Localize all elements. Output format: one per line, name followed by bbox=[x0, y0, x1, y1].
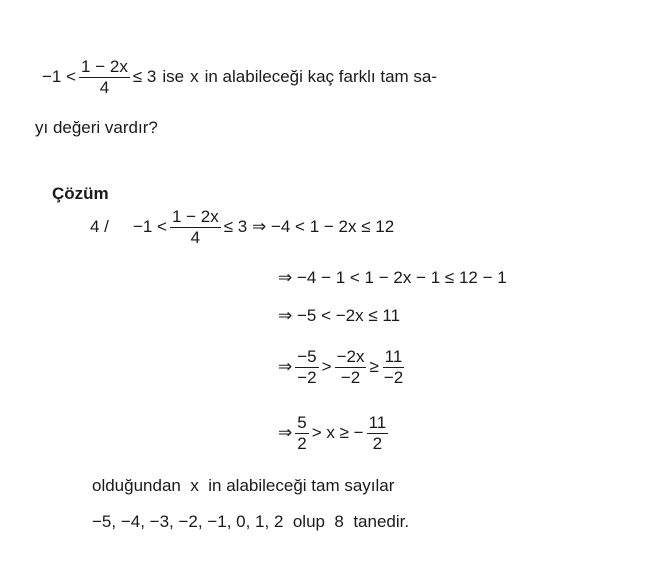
question-lhs: −1 < bbox=[42, 67, 77, 87]
step5-middle: > x ≥ − bbox=[311, 423, 364, 443]
question-line-2 bbox=[35, 118, 158, 138]
step5-fraction-2: $\frac{11}{2}$ bbox=[368, 413, 387, 453]
solution-step-1 bbox=[90, 208, 394, 247]
solution-step-2: ⇒ −4 − 1 < 1 − 2x − 1 ≤ 12 − 1 bbox=[278, 268, 507, 287]
solution-step-4 bbox=[278, 348, 408, 387]
answer-label: 4 / bbox=[90, 217, 109, 237]
question-line-2-text: yı değeri vardır? bbox=[35, 118, 158, 137]
question-text-rest: in alabileceği kaç farklı tam sa- bbox=[204, 67, 438, 87]
question-fraction-denominator: 4 bbox=[99, 77, 110, 97]
step5-arrow: ⇒ bbox=[278, 423, 293, 443]
step1-lhs: −1 < bbox=[132, 217, 167, 237]
solution-title: Çözüm bbox=[52, 184, 109, 203]
conclusion-line-1: olduğundan x in alabileceği tam sayılar bbox=[92, 476, 395, 495]
step1-fraction bbox=[170, 208, 221, 247]
question-rhs: ≤ 3 bbox=[132, 67, 157, 87]
solution-step-3: ⇒ −5 < −2x ≤ 11 bbox=[278, 306, 401, 325]
step4-arrow: ⇒ bbox=[278, 357, 293, 377]
question-fraction-numerator: 1 − 2x bbox=[81, 57, 128, 76]
question-fraction bbox=[79, 58, 130, 97]
step1-rhs: ≤ 3 ⇒ −4 < 1 − 2x ≤ 12 bbox=[223, 217, 395, 237]
step1-fraction-denominator: 4 bbox=[190, 227, 201, 247]
step1-fraction-numerator: 1 − 2x bbox=[171, 207, 219, 226]
step5-fraction-1: $\frac{5}{2}$ bbox=[297, 413, 307, 453]
step4-op-1: > bbox=[321, 357, 332, 377]
question-variable: x bbox=[190, 67, 199, 87]
step4-fraction-1: $\frac{-5}{-2}$ bbox=[297, 347, 317, 387]
conclusion-line-2: −5, −4, −3, −2, −1, 0, 1, 2 olup 8 tanedir. bbox=[92, 512, 410, 531]
question-line-1 bbox=[42, 58, 437, 97]
solution-step-5 bbox=[278, 414, 391, 453]
step4-fraction-3: $\frac{11}{-2}$ bbox=[383, 347, 404, 387]
step4-fraction-2: $\frac{-2x}{-2}$ bbox=[336, 347, 365, 387]
step4-op-2: ≥ bbox=[369, 357, 379, 377]
question-text-ise: ise bbox=[162, 67, 185, 87]
